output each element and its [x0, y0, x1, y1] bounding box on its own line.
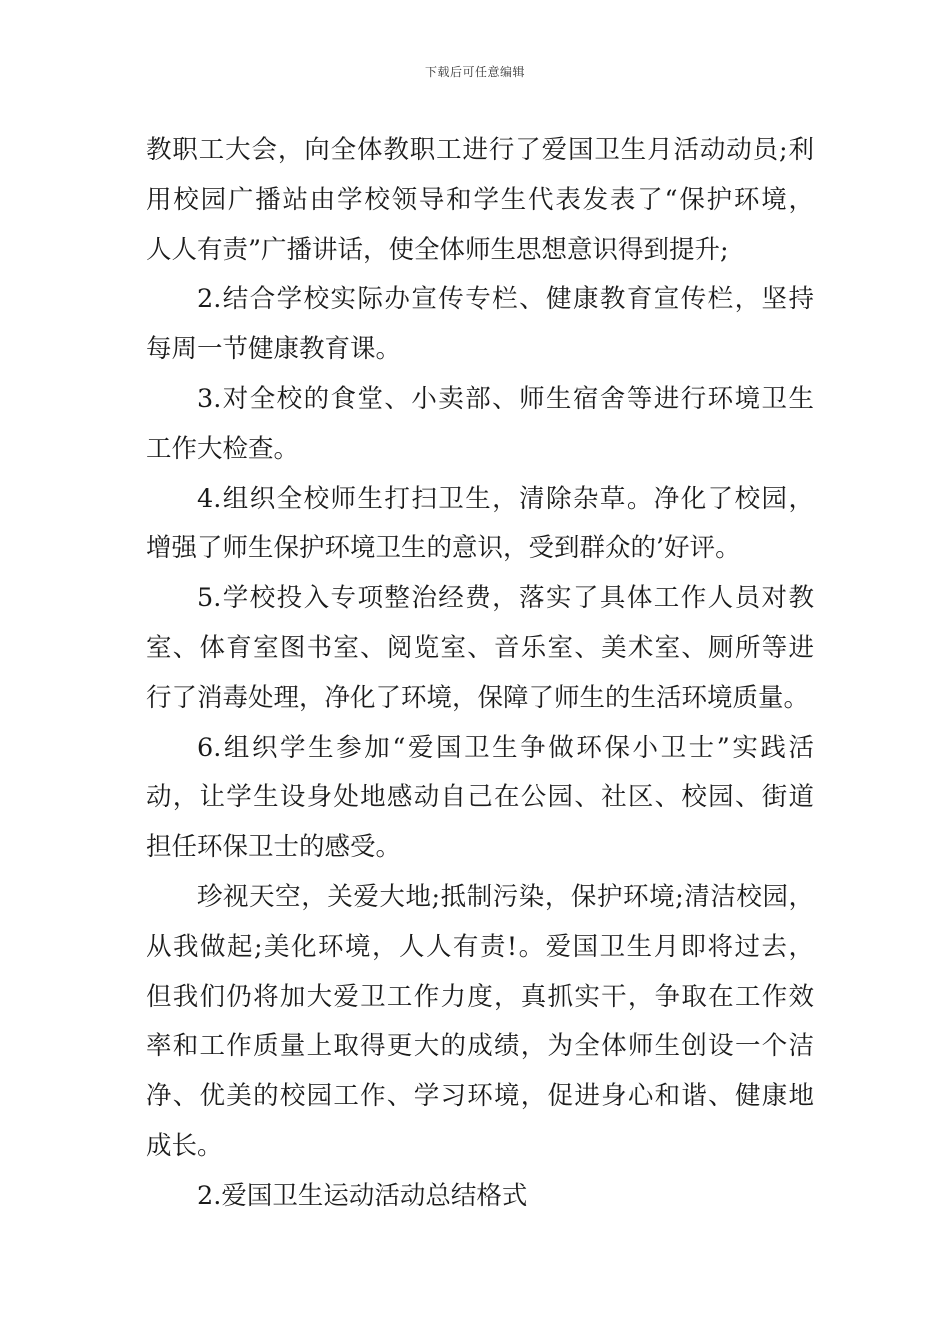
text-line: 行了消毒处理，净化了环境，保障了师生的生活环境质量。: [146, 682, 810, 713]
text-line: 2.爱国卫生运动活动总结格式: [197, 1180, 528, 1211]
body-text: [146, 126, 814, 1222]
text-line: 室、体育室图书室、阅览室、音乐室、美术室、厕所等进: [146, 632, 814, 663]
page-header-note: 下载后可任意编辑: [424, 65, 525, 79]
text-line: 人人有责”广播讲话，使全体师生思想意识得到提升;: [146, 234, 729, 265]
text-line: 4.组织全校师生打扫卫生，清除杂草。净化了校园，: [197, 483, 814, 514]
text-line: 从我做起;美化环境，人人有责!。爱国卫生月即将过去，: [146, 931, 814, 962]
text-line: 2.结合学校实际办宣传专栏、健康教育宣传栏，坚持: [197, 284, 814, 315]
text-line: 每周一节健康教育课。: [146, 334, 402, 365]
text-line: 教职工大会，向全体教职工进行了爱国卫生月活动动员;利: [146, 135, 814, 165]
text-line: 增强了师生保护环境卫生的意识，受到群众的’好评。: [146, 533, 741, 564]
text-line: 担任环保卫士的感受。: [146, 832, 402, 863]
text-line: 5.学校投入专项整治经费，落实了具体工作人员对教: [197, 583, 814, 614]
text-line: 工作大检查。: [146, 433, 300, 464]
text-line: 率和工作质量上取得更大的成绩，为全体师生创设一个洁: [146, 1031, 814, 1062]
text-line: 珍视天空，关爱大地;抵制污染，保护环境;清洁校园，: [197, 881, 814, 912]
text-line: 净、优美的校园工作、学习环境，促进身心和谐、健康地: [146, 1081, 814, 1112]
text-line: 用校园广播站由学校领导和学生代表发表了“保护环境，: [146, 184, 814, 215]
text-line: 成长。: [146, 1130, 223, 1161]
text-line: 动，让学生设身处地感动自己在公园、社区、校园、街道: [146, 782, 814, 813]
text-line: 但我们仍将加大爱卫工作力度，真抓实干，争取在工作效: [146, 981, 814, 1012]
text-line: 3.对全校的食堂、小卖部、师生宿舍等进行环境卫生: [197, 383, 814, 414]
text-line: 6.组织学生参加“爱国卫生争做环保小卫士”实践活: [197, 732, 814, 763]
